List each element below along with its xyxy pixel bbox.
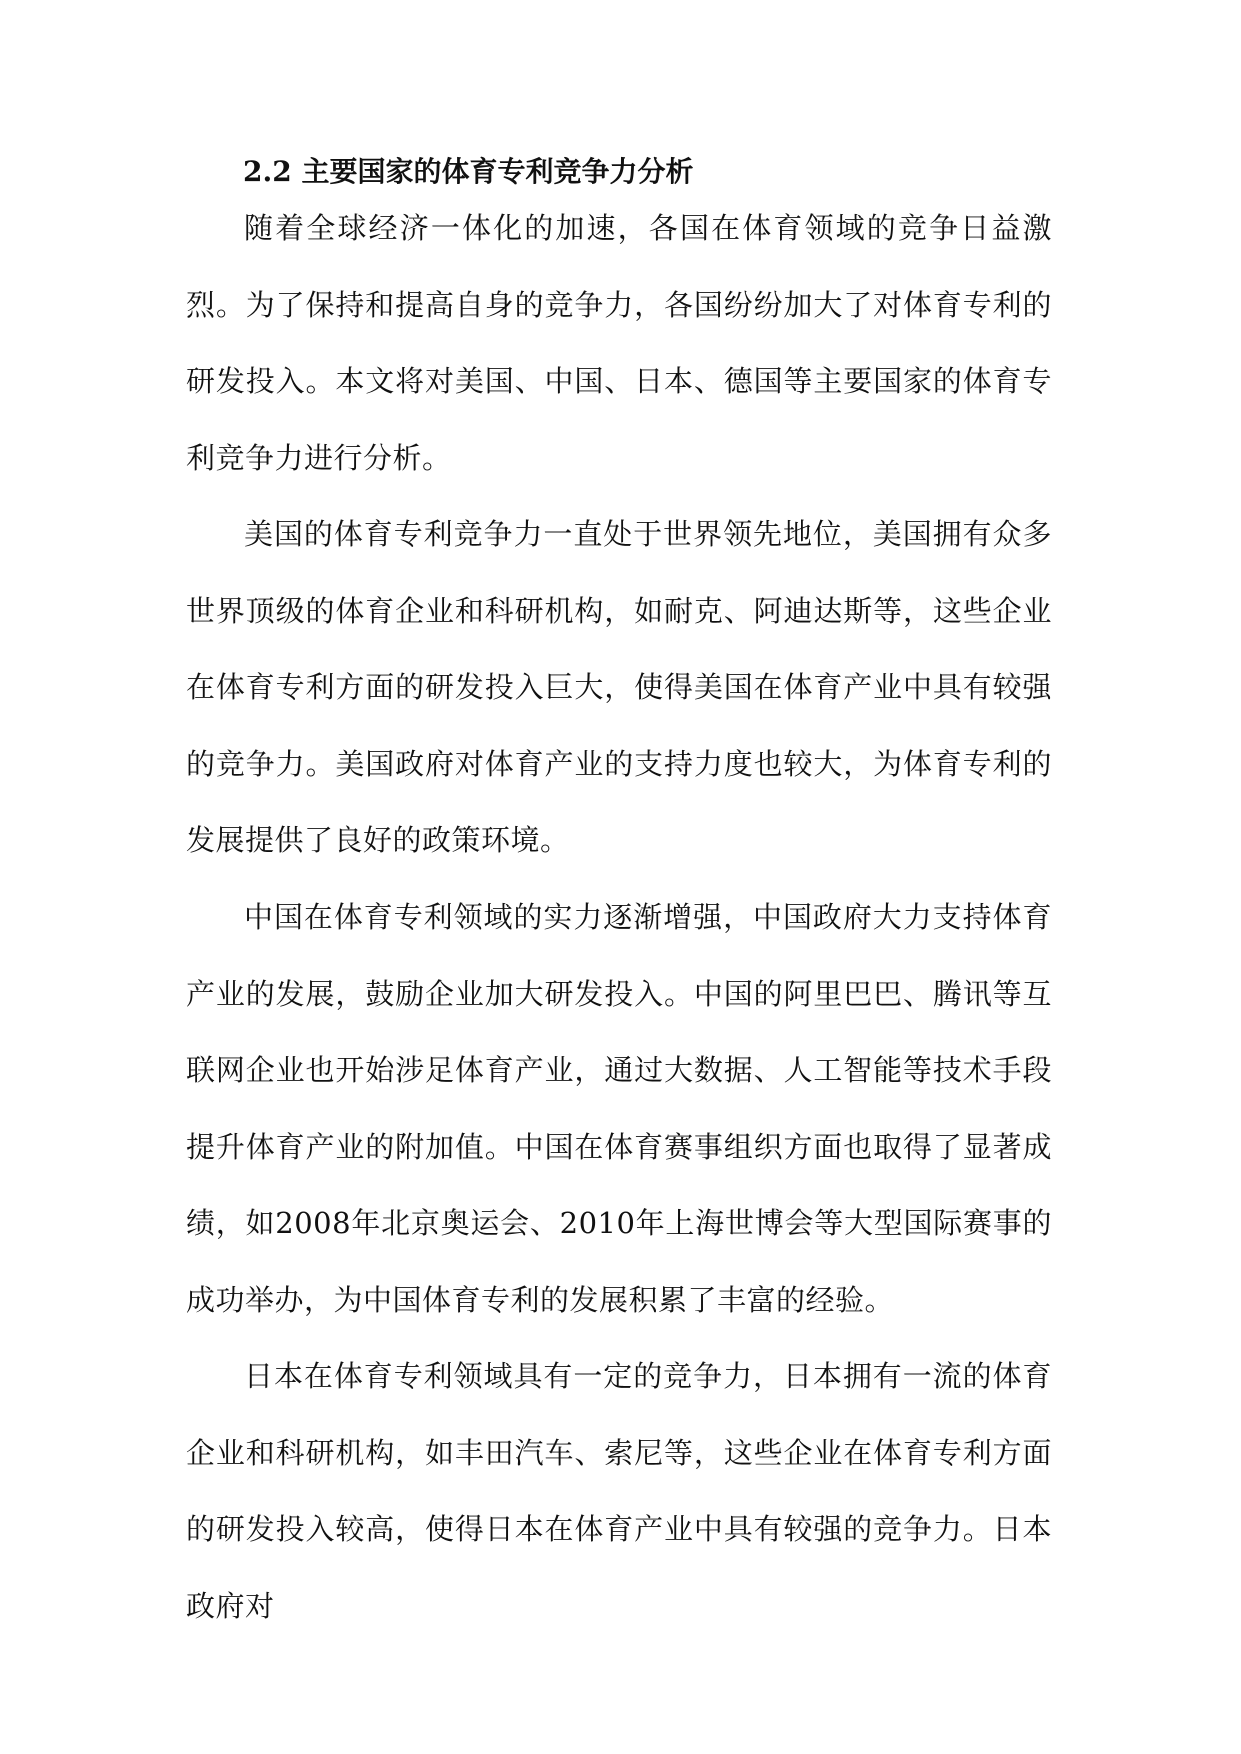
paragraph-usa: 美国的体育专利竞争力一直处于世界领先地位，美国拥有众多世界顶级的体育企业和科研机构，如耐克、阿迪达斯等，这些企业在体育专利方面的研发投入巨大，使得美国在体育产业中具有较强的竞争力。美国政府对体育产业的支持力度也较大，为体育专利的发展提供了良好的政策环境。 — [186, 517, 1052, 857]
section-heading: 2.2 主要国家的体育专利竞争力分析 — [243, 155, 694, 188]
paragraph-japan: 日本在体育专利领域具有一定的竞争力，日本拥有一流的体育企业和科研机构，如丰田汽车、索尼等，这些企业在体育专利方面的研发投入较高，使得日本在体育产业中具有较强的竞争力。日本政府对 — [186, 1359, 1052, 1623]
paragraph-china: 中国在体育专利领域的实力逐渐增强，中国政府大力支持体育产业的发展，鼓励企业加大研发投入。中国的阿里巴巴、腾讯等互联网企业也开始涉足体育产业，通过大数据、人工智能等技术手段提升体育产业的附加值。中国在体育赛事组织方面也取得了显著成绩，如2008年北京奥运会、2010年上海世博会等大型国际赛事的成功举办，为中国体育专利的发展积累了丰富的经验。 — [186, 900, 1052, 1317]
paragraph-intro: 随着全球经济一体化的加速，各国在体育领域的竞争日益激烈。为了保持和提高自身的竞争力，各国纷纷加大了对体育专利的研发投入。本文将对美国、中国、日本、德国等主要国家的体育专利竞争力进行分析。 — [186, 211, 1052, 475]
